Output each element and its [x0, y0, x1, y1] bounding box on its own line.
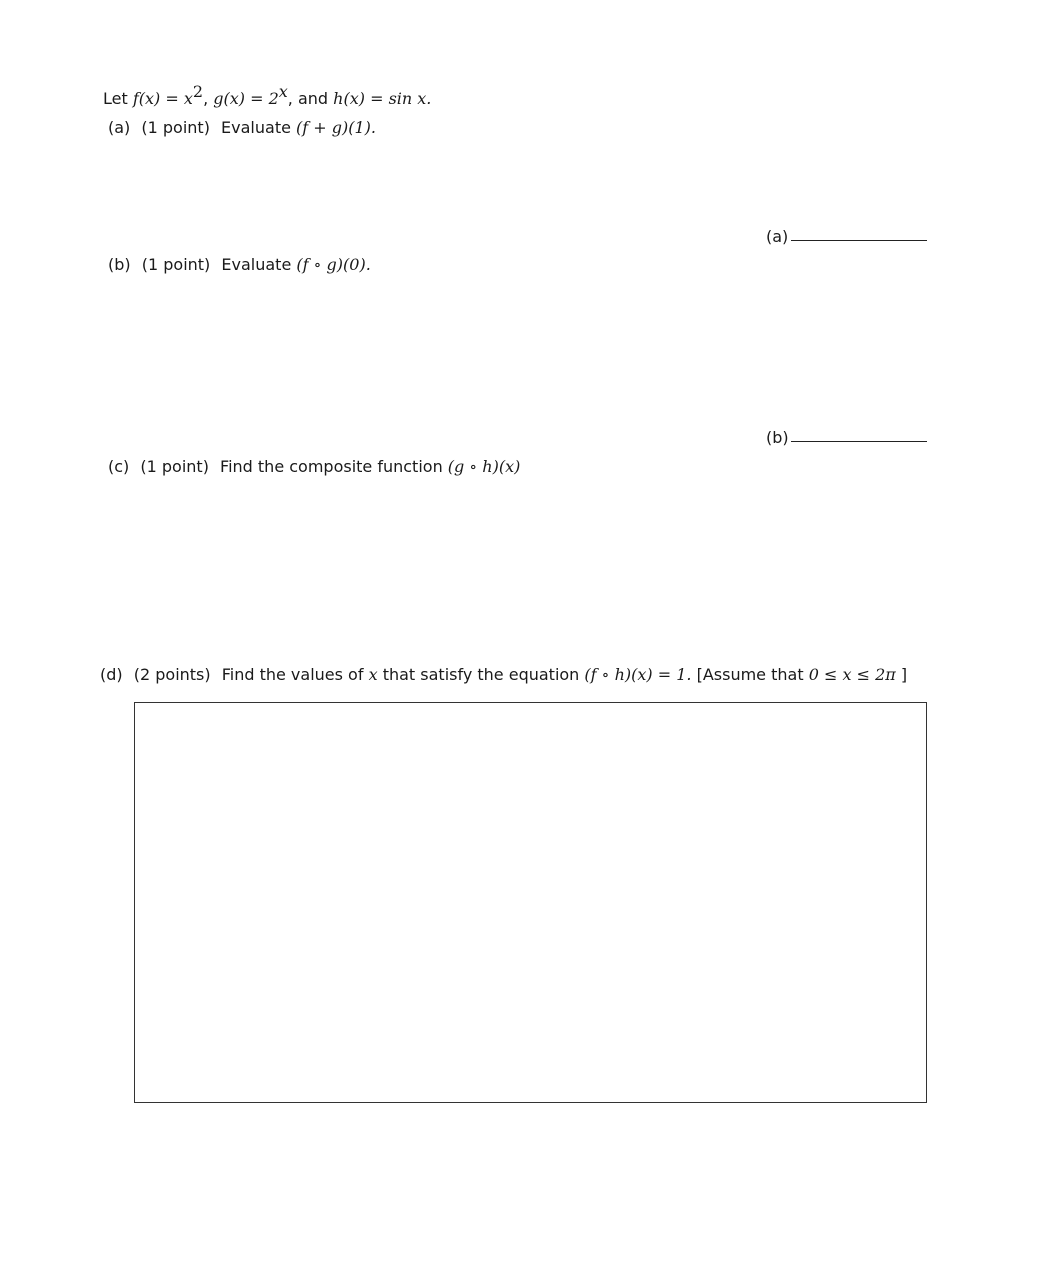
question-c	[108, 457, 520, 477]
g-exponent: x	[278, 81, 288, 101]
question-a	[108, 118, 376, 138]
intro-sep: ,	[203, 89, 209, 108]
answer-b-blank[interactable]	[791, 441, 927, 442]
question-d-var: x	[368, 665, 378, 684]
question-d-label: (d)	[100, 665, 123, 684]
question-c-math: (g ∘ h)(x)	[447, 457, 521, 476]
intro-let: Let	[103, 89, 128, 108]
intro-and: , and	[287, 89, 329, 108]
answer-b-label: (b)	[766, 428, 789, 447]
question-c-points: (1 point)	[140, 457, 209, 476]
question-c-label: (c)	[108, 457, 130, 476]
question-c-text: Find the composite function	[220, 457, 443, 476]
question-d-text2: that satisfy the equation	[382, 665, 580, 684]
question-d-text: Find the values of	[221, 665, 364, 684]
question-b-points: (1 point)	[141, 255, 211, 274]
question-a-points: (1 point)	[141, 118, 210, 137]
question-b-label: (b)	[108, 255, 131, 274]
h-definition: h(x) = sin x.	[333, 89, 432, 108]
question-b	[108, 255, 371, 275]
problem-intro	[103, 81, 432, 109]
question-d-assume-math: 0 ≤ x ≤ 2π	[808, 665, 896, 684]
question-d-points: (2 points)	[133, 665, 211, 684]
question-b-math: (f ∘ g)(0).	[296, 255, 371, 274]
question-a-text: Evaluate	[221, 118, 291, 137]
question-a-label: (a)	[108, 118, 131, 137]
question-b-text: Evaluate	[221, 255, 292, 274]
question-a-math: (f + g)(1).	[296, 118, 377, 137]
question-d-math: (f ∘ h)(x) = 1.	[584, 665, 692, 684]
f-definition: f(x) = x	[132, 89, 193, 108]
question-d-assume-open: [Assume that	[696, 665, 804, 684]
question-d-assume-close: ]	[900, 665, 908, 684]
question-d	[100, 665, 907, 685]
g-definition: g(x) = 2	[213, 89, 279, 108]
answer-a-label: (a)	[766, 227, 789, 246]
answer-d-work-box[interactable]	[134, 702, 927, 1103]
answer-a-blank[interactable]	[791, 240, 927, 241]
f-exponent: 2	[192, 81, 204, 101]
